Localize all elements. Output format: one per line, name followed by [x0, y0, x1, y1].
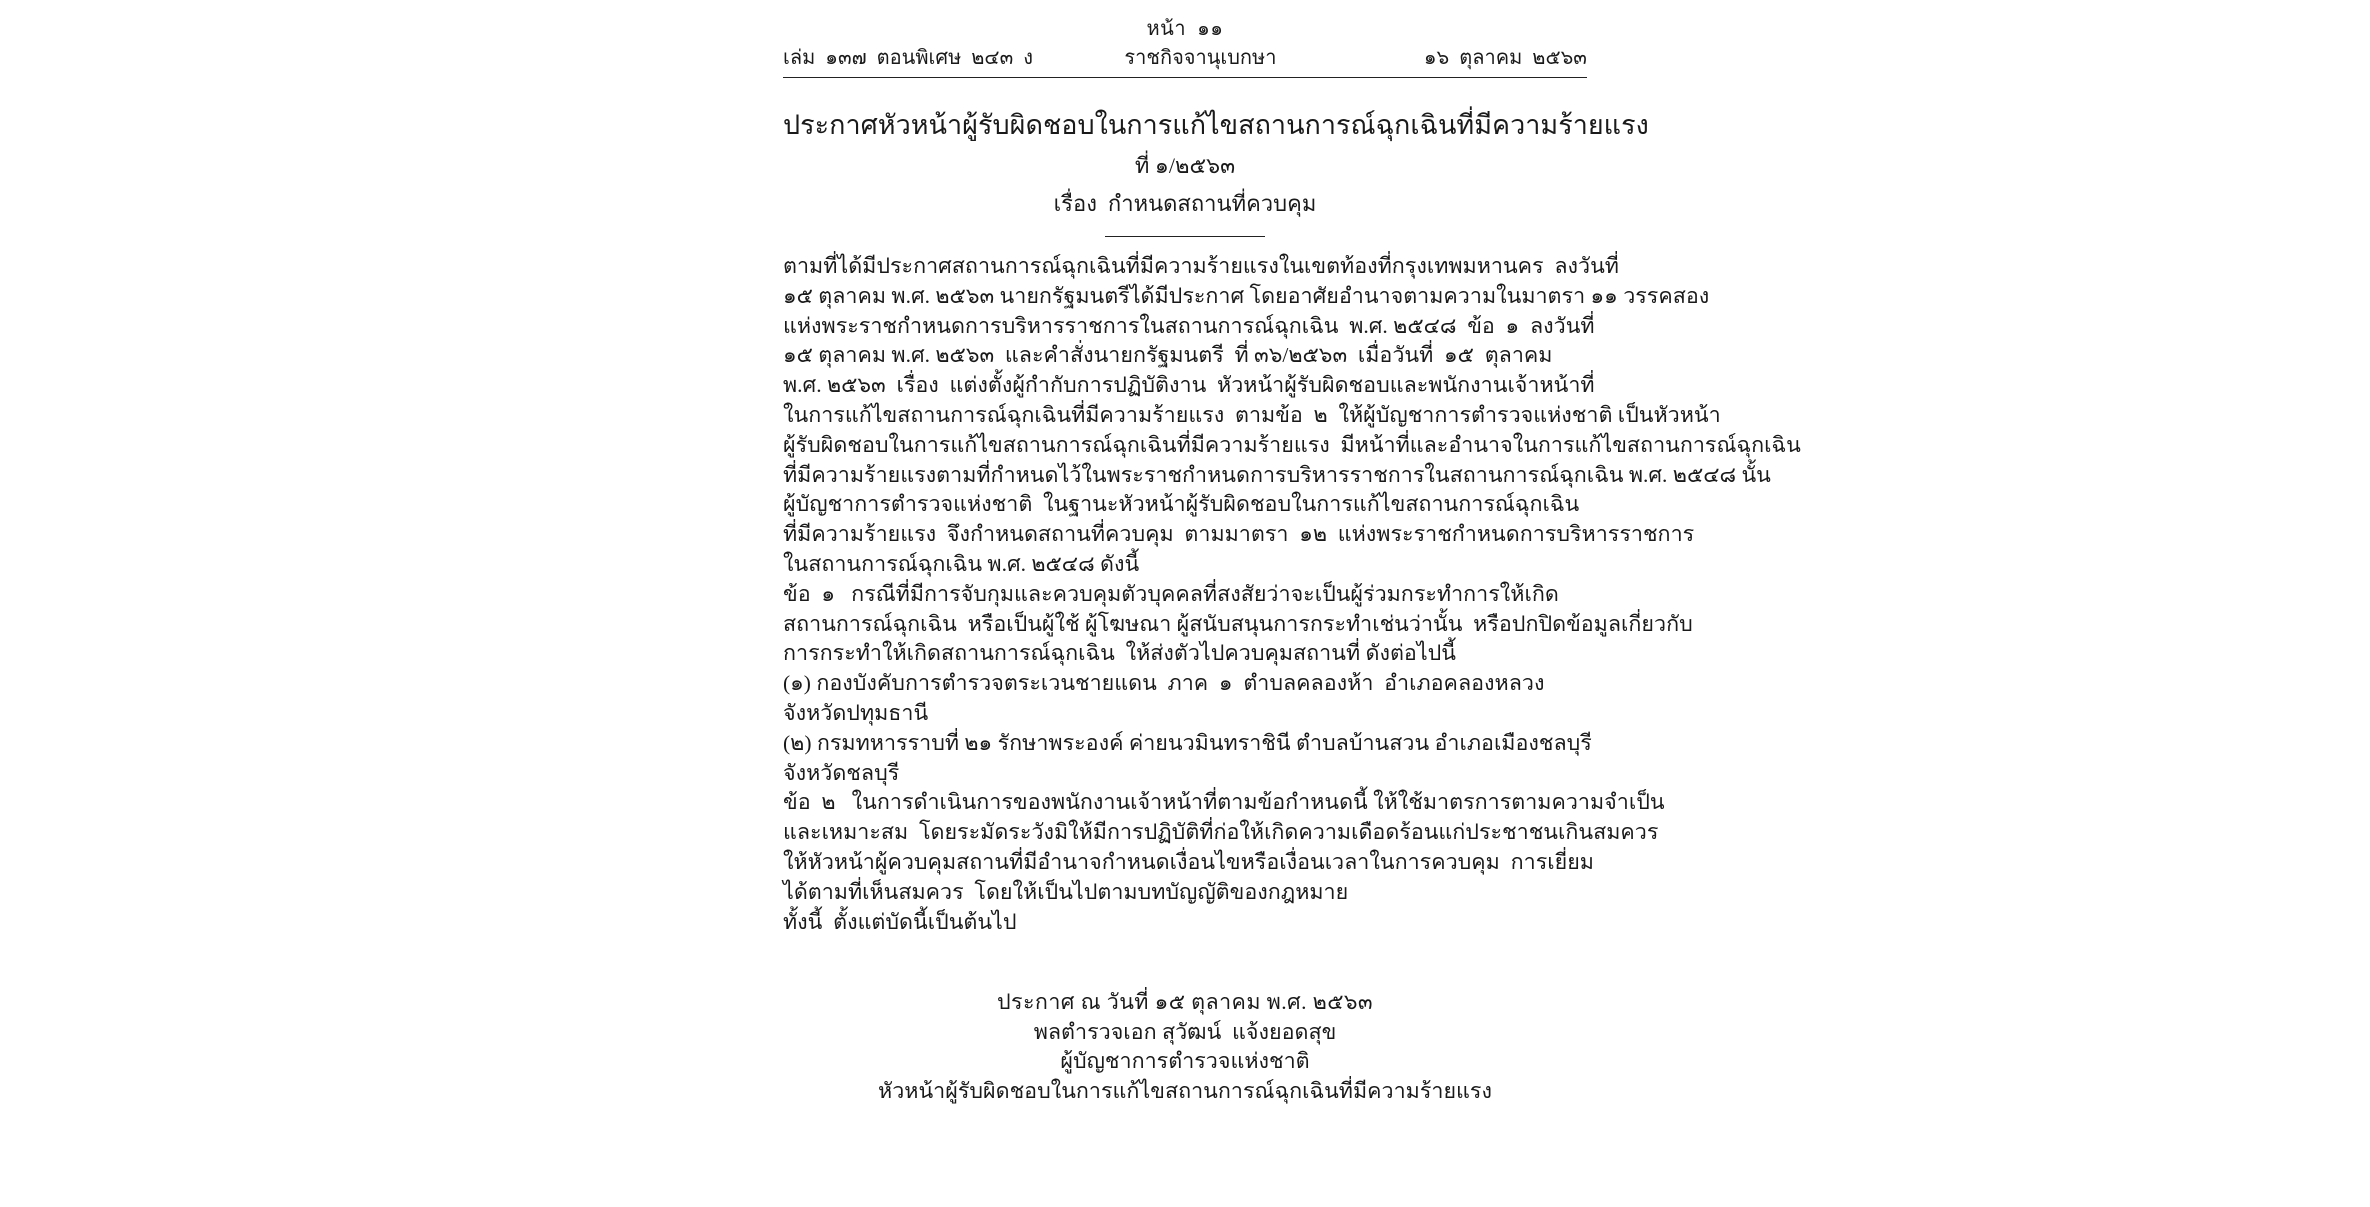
- gazette-page: [705, 0, 1801, 1207]
- closing-statement: [783, 908, 1587, 938]
- clause-3: [783, 848, 1594, 908]
- signatory-name: พลตำรวจเอก สุวัฒน์ แจ้งยอดสุข: [1033, 1019, 1337, 1044]
- signatory-position: ผู้บัญชาการตำรวจแห่งชาติ: [1060, 1049, 1310, 1073]
- text-line: พ.ศ. ๒๕๖๓ เรื่อง แต่งตั้งผู้กำกับการปฏิบัติงาน หัวหน้าผู้รับผิดชอบและพนักงานเจ้าหน้าที่: [783, 373, 1595, 398]
- title-block: [783, 108, 1649, 237]
- text-line: ข้อ ๑ กรณีที่มีการจับกุมและควบคุมตัวบุคคลที่สงสัยว่าจะเป็นผู้ร่วมกระทำการให้เกิด: [783, 581, 1559, 606]
- masthead: [783, 16, 1587, 78]
- text-line: สถานการณ์ฉุกเฉิน หรือเป็นผู้ใช้ ผู้โฆษณา ผู้สนับสนุนการกระทำเช่นว่านั้น หรือปกปิดข้อมูลเกี่ยวกับ: [783, 611, 1693, 636]
- text-line: การกระทำให้เกิดสถานการณ์ฉุกเฉิน ให้ส่งตัวไปควบคุมสถานที่ ดังต่อไปนี้: [783, 641, 1456, 666]
- signatory-role: หัวหน้าผู้รับผิดชอบในการแก้ไขสถานการณ์ฉุกเฉินที่มีความร้ายแรง: [878, 1078, 1492, 1103]
- document-title: ประกาศหัวหน้าผู้รับผิดชอบในการแก้ไขสถานการณ์ฉุกเฉินที่มีความร้ายแรง: [783, 110, 1649, 140]
- clause-2: [783, 788, 1665, 848]
- text-line: และเหมาะสม โดยระมัดระวังมิให้มีการปฏิบัติที่ก่อให้เกิดความเดือดร้อนแก่ประชาชนเกินสมควร: [783, 820, 1659, 845]
- signature-date: ประกาศ ณ วันที่ ๑๕ ตุลาคม พ.ศ. ๒๕๖๓: [996, 990, 1374, 1014]
- text-line: ในการแก้ไขสถานการณ์ฉุกเฉินที่มีความร้ายแรง ตามข้อ ๒ ให้ผู้บัญชาการตำรวจแห่งชาติ เป็นหัวหน้า: [783, 402, 1721, 427]
- volume-issue-label: เล่ม ๑๓๗ ตอนพิเศษ ๒๔๓ ง: [783, 47, 1034, 69]
- paragraph-preamble: [783, 252, 1801, 490]
- text-line: ๑๕ ตุลาคม พ.ศ. ๒๕๖๓ นายกรัฐมนตรีได้มีประกาศ โดยอาศัยอำนาจตามความในมาตรา ๑๑ วรรคสอง: [783, 283, 1710, 308]
- paragraph-authority: [783, 490, 1695, 579]
- text-line: ในสถานการณ์ฉุกเฉิน พ.ศ. ๒๕๔๘ ดังนี้: [783, 551, 1140, 576]
- document-subject: เรื่อง กำหนดสถานที่ควบคุม: [1053, 190, 1317, 216]
- text-line: จังหวัดปทุมธานี: [783, 700, 929, 725]
- text-line: (๑) กองบังคับการตำรวจตระเวนชายแดน ภาค ๑ ตำบลคลองห้า อำเภอคลองหลวง: [783, 671, 1545, 696]
- list-item: [783, 669, 1587, 729]
- masthead-divider: [783, 77, 1587, 78]
- text-line: ที่มีความร้ายแรงตามที่กำหนดไว้ในพระราชกำหนดการบริหารราชการในสถานการณ์ฉุกเฉิน พ.ศ. ๒๕๔๘ นั้น: [783, 462, 1771, 487]
- title-divider: [1105, 236, 1265, 237]
- text-line: ข้อ ๒ ในการดำเนินการของพนักงานเจ้าหน้าที่ตามข้อกำหนดนี้ ให้ใช้มาตรการตามความจำเป็น: [783, 790, 1665, 815]
- document-body: [783, 252, 1801, 937]
- text-line: ให้หัวหน้าผู้ควบคุมสถานที่มีอำนาจกำหนดเงื่อนไขหรือเงื่อนเวลาในการควบคุม การเยี่ยม: [783, 849, 1594, 874]
- text-line: ทั้งนี้ ตั้งแต่บัดนี้เป็นต้นไป: [783, 909, 1017, 934]
- list-item: [783, 729, 1592, 789]
- text-line: ที่มีความร้ายแรง จึงกำหนดสถานที่ควบคุม ตามมาตรา ๑๒ แห่งพระราชกำหนดการบริหารราชการ: [783, 522, 1695, 547]
- masthead-row: [783, 45, 1587, 77]
- text-line: ผู้รับผิดชอบในการแก้ไขสถานการณ์ฉุกเฉินที่มีความร้ายแรง มีหน้าที่และอำนาจในการแก้ไขสถานการณ์ฉุกเฉิน: [783, 432, 1801, 457]
- text-line: ตามที่ได้มีประกาศสถานการณ์ฉุกเฉินที่มีความร้ายแรงในเขตท้องที่กรุงเทพมหานคร ลงวันที่: [783, 254, 1619, 278]
- text-line: ๑๕ ตุลาคม พ.ศ. ๒๕๖๓ และคำสั่งนายกรัฐมนตรี ที่ ๓๖/๒๕๖๓ เมื่อวันที่ ๑๕ ตุลาคม: [783, 343, 1553, 368]
- publication-date-label: ๑๖ ตุลาคม ๒๕๖๓: [1423, 47, 1587, 69]
- page-number-label: หน้า ๑๑: [1146, 18, 1224, 40]
- text-line: แห่งพระราชกำหนดการบริหารราชการในสถานการณ์ฉุกเฉิน พ.ศ. ๒๕๔๘ ข้อ ๑ ลงวันที่: [783, 313, 1595, 338]
- text-line: ได้ตามที่เห็นสมควร โดยให้เป็นไปตามบทบัญญัติของกฎหมาย: [783, 879, 1349, 904]
- signature-block: [783, 988, 1587, 1106]
- gazette-name-label: ราชกิจจานุเบกษา: [1124, 47, 1277, 69]
- text-line: (๒) กรมทหารราบที่ ๒๑ รักษาพระองค์ ค่ายนวมินทราชินี ตำบลบ้านสวน อำเภอเมืองชลบุรี: [783, 730, 1592, 755]
- clause-1: [783, 580, 1693, 669]
- text-line: ผู้บัญชาการตำรวจแห่งชาติ ในฐานะหัวหน้าผู้รับผิดชอบในการแก้ไขสถานการณ์ฉุกเฉิน: [783, 492, 1580, 517]
- document-number: ที่ ๑/๒๕๖๓: [1134, 153, 1236, 179]
- text-line: จังหวัดชลบุรี: [783, 760, 900, 785]
